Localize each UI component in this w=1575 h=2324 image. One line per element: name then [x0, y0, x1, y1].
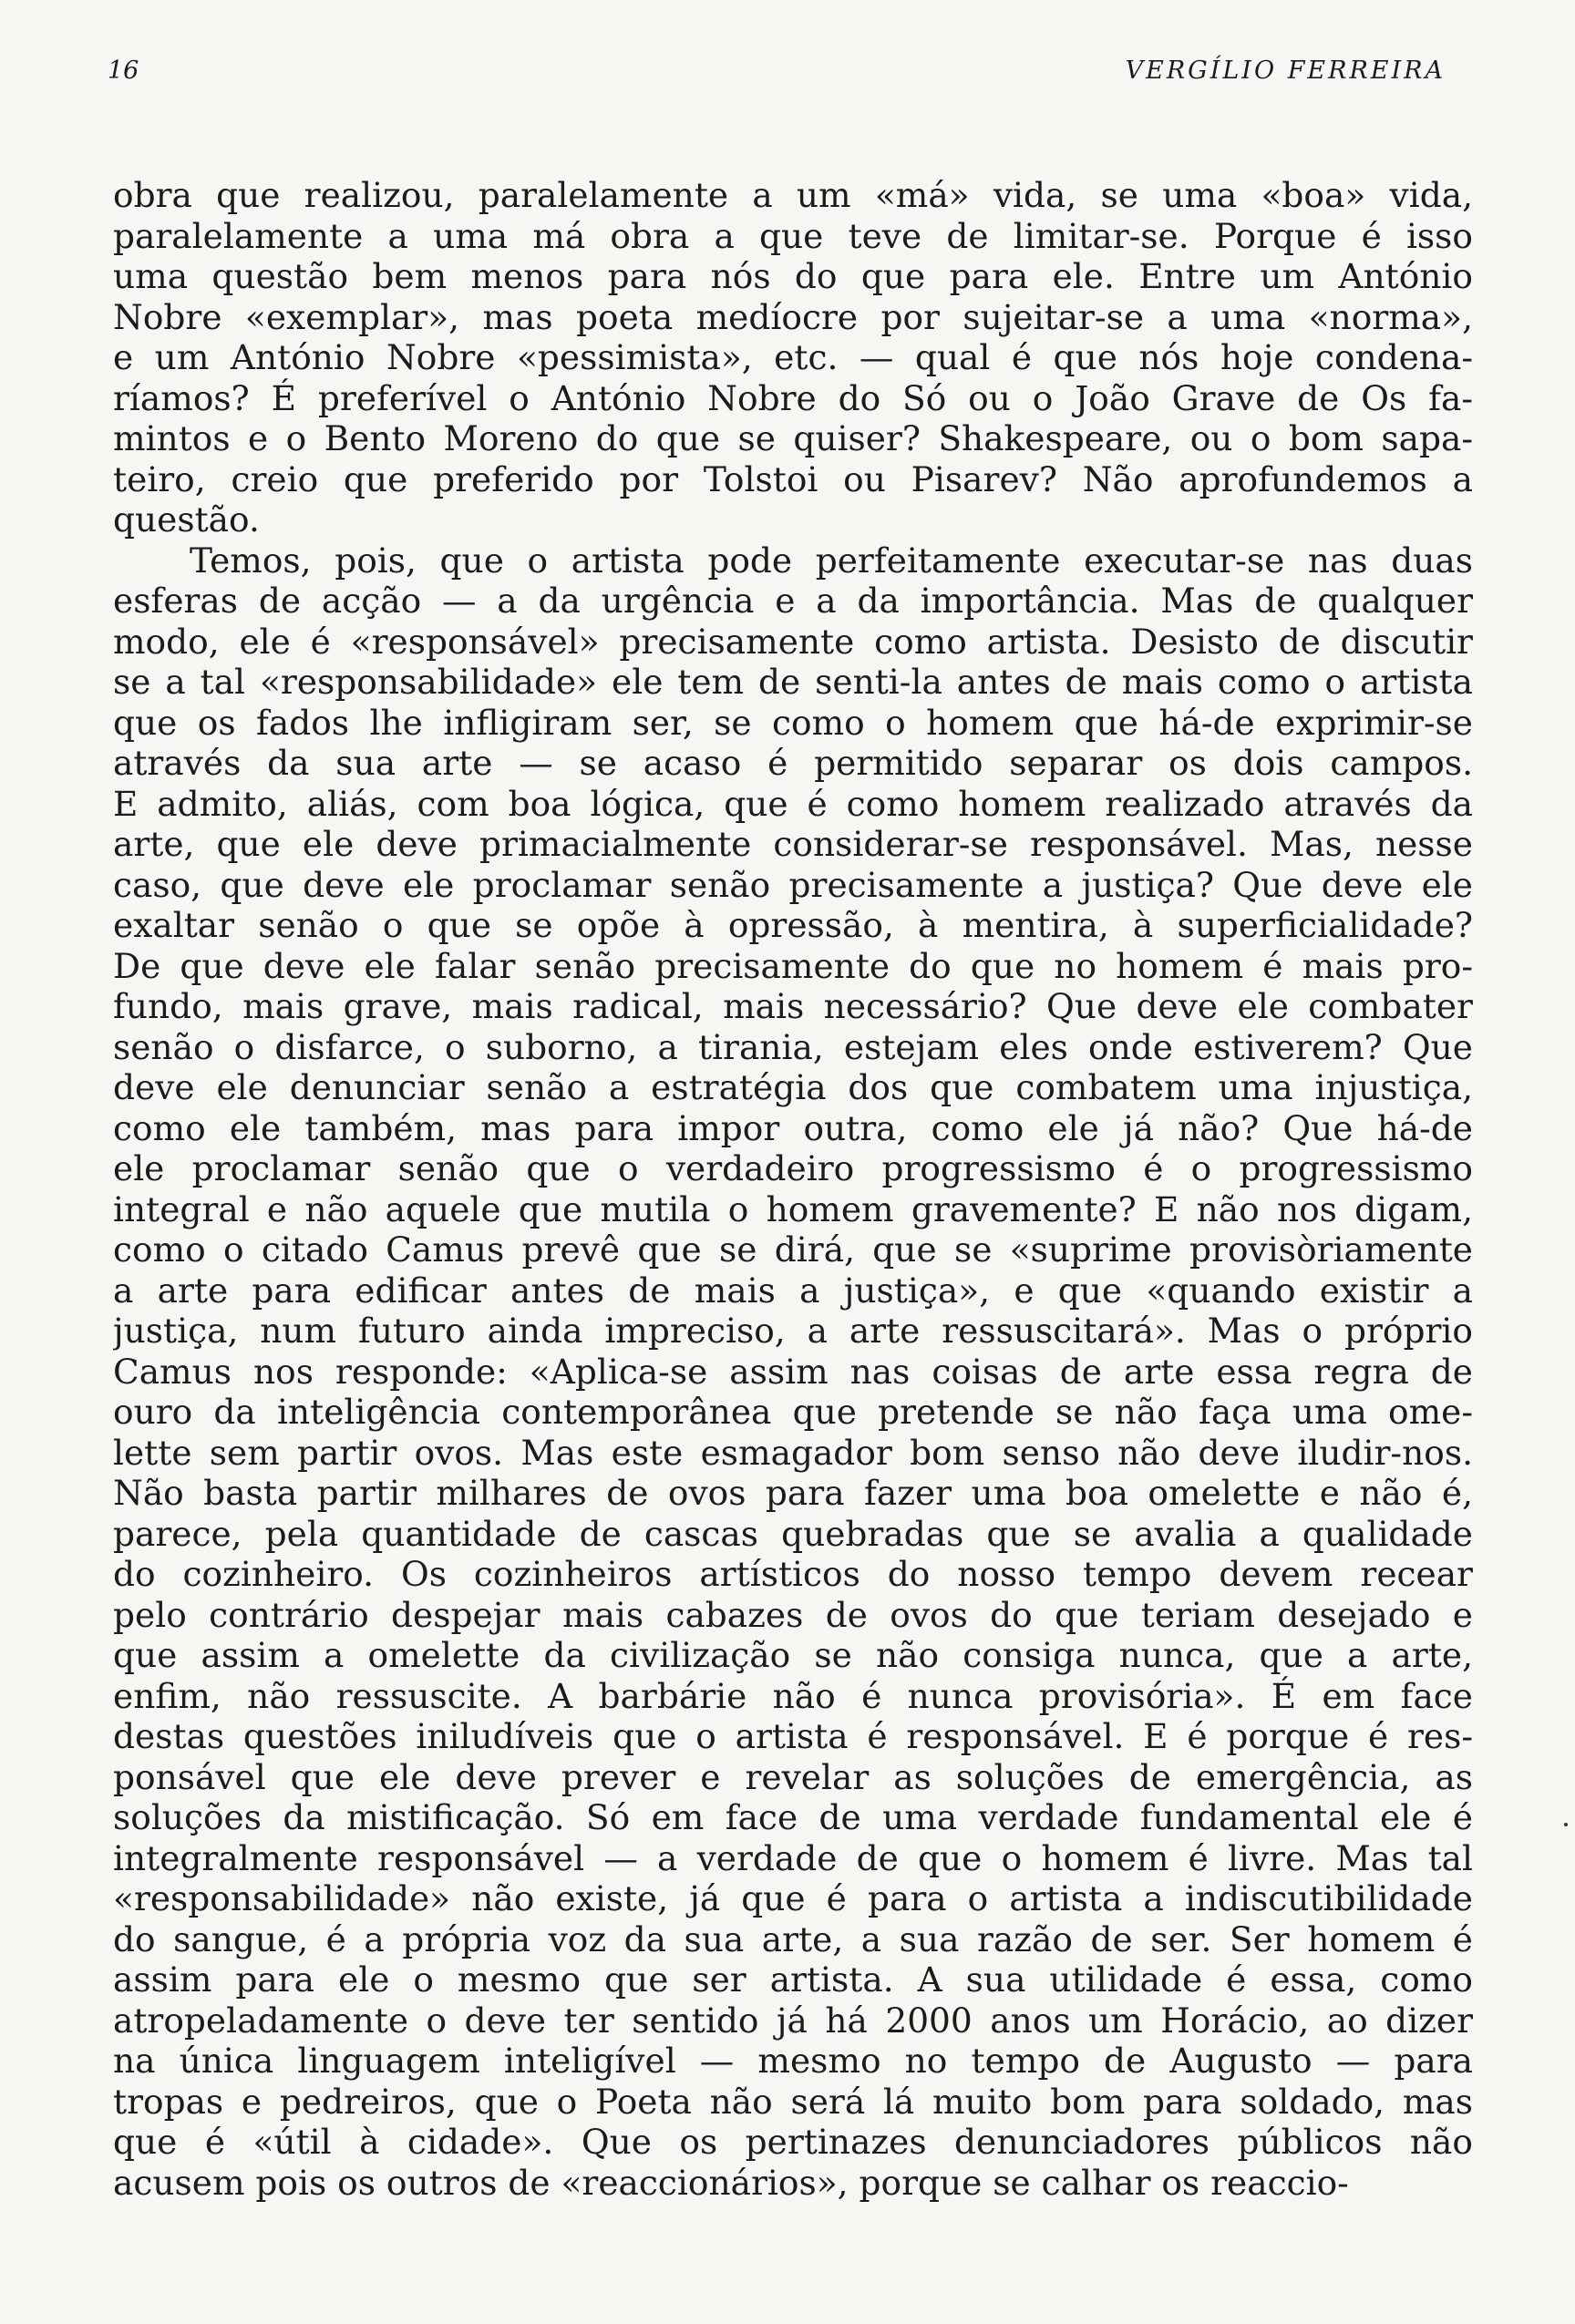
text-line: que assim a omelette da civilização se não consiga nunca, que a arte, — [113, 1635, 1473, 1675]
text-line: parece, pela quantidade de cascas quebradas que se avalia a qualidade — [113, 1513, 1473, 1554]
text-line: do cozinheiro. Os cozinheiros artísticos do nosso tempo devem recear — [113, 1554, 1473, 1594]
text-line: e um António Nobre «pessimista», etc. — qual é que nós hoje condena- — [113, 337, 1473, 377]
text-line: enfim, não ressuscite. A barbárie não é nunca provisória». É em face — [113, 1675, 1473, 1716]
text-line: tropas e pedreiros, que o Poeta não será lá muito bom para soldado, mas — [113, 2081, 1473, 2122]
text-line: a arte para edificar antes de mais a justiça», e que «quando existir a — [113, 1270, 1473, 1311]
running-title: VERGÍLIO FERREIRA — [1125, 57, 1446, 85]
text-line: ele proclamar senão que o verdadeiro progressismo é o progressismo — [113, 1148, 1473, 1188]
text-line: que os fados lhe infligiram ser, se como o homem que há-de exprimir-se — [113, 702, 1473, 743]
text-line: ouro da inteligência contemporânea que pretende se não faça uma ome- — [113, 1392, 1473, 1432]
running-head — [108, 57, 1467, 93]
page-number: 16 — [108, 57, 139, 85]
text-line: lette sem partir ovos. Mas este esmagador bom senso não deve iludir-nos. — [113, 1432, 1473, 1473]
text-line: justiça, num futuro ainda impreciso, a arte ressuscitará». Mas o próprio — [113, 1311, 1473, 1351]
text-line: mintos e o Bento Moreno do que se quiser? Shakespeare, ou o bom sapa- — [113, 418, 1473, 458]
text-line: obra que realizou, paralelamente a um «má» vida, se uma «boa» vida, — [113, 175, 1473, 215]
text-line: senão o disfarce, o suborno, a tirania, estejam eles onde estiverem? Que — [113, 1026, 1473, 1067]
text-line: Camus nos responde: «Aplica-se assim nas coisas de arte essa regra de — [113, 1351, 1473, 1392]
body-text — [113, 175, 1473, 2203]
text-line: deve ele denunciar senão a estratégia dos que combatem uma injustiça, — [113, 1067, 1473, 1107]
text-line: caso, que deve ele proclamar senão precisamente a justiça? Que deve ele — [113, 864, 1473, 905]
text-line: que é «útil à cidade». Que os pertinazes denunciadores públicos não — [113, 2122, 1473, 2162]
text-line: através da sua arte — se acaso é permitido separar os dois campos. — [113, 743, 1473, 783]
text-line: como ele também, mas para impor outra, como ele já não? Que há-de — [113, 1107, 1473, 1148]
text-line: se a tal «responsabilidade» ele tem de senti-la antes de mais como o artista — [113, 662, 1473, 702]
text-line: do sangue, é a própria voz da sua arte, a sua razão de ser. Ser homem é — [113, 1918, 1473, 1959]
text-line: acusem pois os outros de «reaccionários», porque se calhar os reaccio- — [113, 2162, 1349, 2203]
text-line: questão. — [113, 499, 260, 540]
text-line: arte, que ele deve primacialmente considerar-se responsável. Mas, nesse — [113, 824, 1473, 864]
text-line: paralelamente a uma má obra a que teve de limitar-se. Porque é isso — [113, 215, 1473, 256]
text-line: integralmente responsável — a verdade de que o homem é livre. Mas tal — [113, 1837, 1473, 1878]
text-line: teiro, creio que preferido por Tolstoi ou Pisarev? Não aprofundemos a — [113, 458, 1473, 499]
text-line: «responsabilidade» não existe, já que é para o artista a indiscutibilidade — [113, 1878, 1473, 1918]
text-line: integral e não aquele que mutila o homem gravemente? E não nos digam, — [113, 1188, 1473, 1229]
text-line: como o citado Camus prevê que se dirá, que se «suprime provisòriamente — [113, 1229, 1473, 1270]
text-line: De que deve ele falar senão precisamente do que no homem é mais pro- — [113, 945, 1473, 986]
text-line: ponsável que ele deve prever e revelar as soluções de emergência, as — [113, 1756, 1473, 1797]
text-line: Nobre «exemplar», mas poeta medíocre por sujeitar-se a uma «norma», — [113, 296, 1473, 337]
text-line: pelo contrário despejar mais cabazes de ovos do que teriam desejado e — [113, 1594, 1473, 1635]
text-line: modo, ele é «responsável» precisamente como artista. Desisto de discutir — [113, 621, 1473, 662]
text-line: E admito, aliás, com boa lógica, que é como homem realizado através da — [113, 783, 1473, 824]
scan-speck — [1564, 1823, 1568, 1826]
text-line: ríamos? É preferível o António Nobre do Só ou o João Grave de Os fa- — [113, 377, 1473, 418]
text-line: atropeladamente o deve ter sentido já há 2000 anos um Horácio, ao dizer — [113, 2000, 1473, 2041]
text-line: na única linguagem inteligível — mesmo no tempo de Augusto — para — [113, 2041, 1473, 2081]
text-line: soluções da mistificação. Só em face de uma verdade fundamental ele é — [113, 1797, 1473, 1837]
text-line: assim para ele o mesmo que ser artista. A sua utilidade é essa, como — [113, 1959, 1473, 2000]
text-line: destas questões iniludíveis que o artista é responsável. E é porque é res- — [113, 1716, 1473, 1756]
text-line: fundo, mais grave, mais radical, mais necessário? Que deve ele combater — [113, 986, 1473, 1026]
text-line: esferas de acção — a da urgência e a da importância. Mas de qualquer — [113, 581, 1473, 621]
text-line: uma questão bem menos para nós do que para ele. Entre um António — [113, 256, 1473, 296]
text-line: Temos, pois, que o artista pode perfeitamente executar-se nas duas — [190, 540, 1473, 581]
text-line: Não basta partir milhares de ovos para fazer uma boa omelette e não é, — [113, 1473, 1473, 1513]
text-line: exaltar senão o que se opõe à opressão, à mentira, à superficialidade? — [113, 905, 1473, 945]
